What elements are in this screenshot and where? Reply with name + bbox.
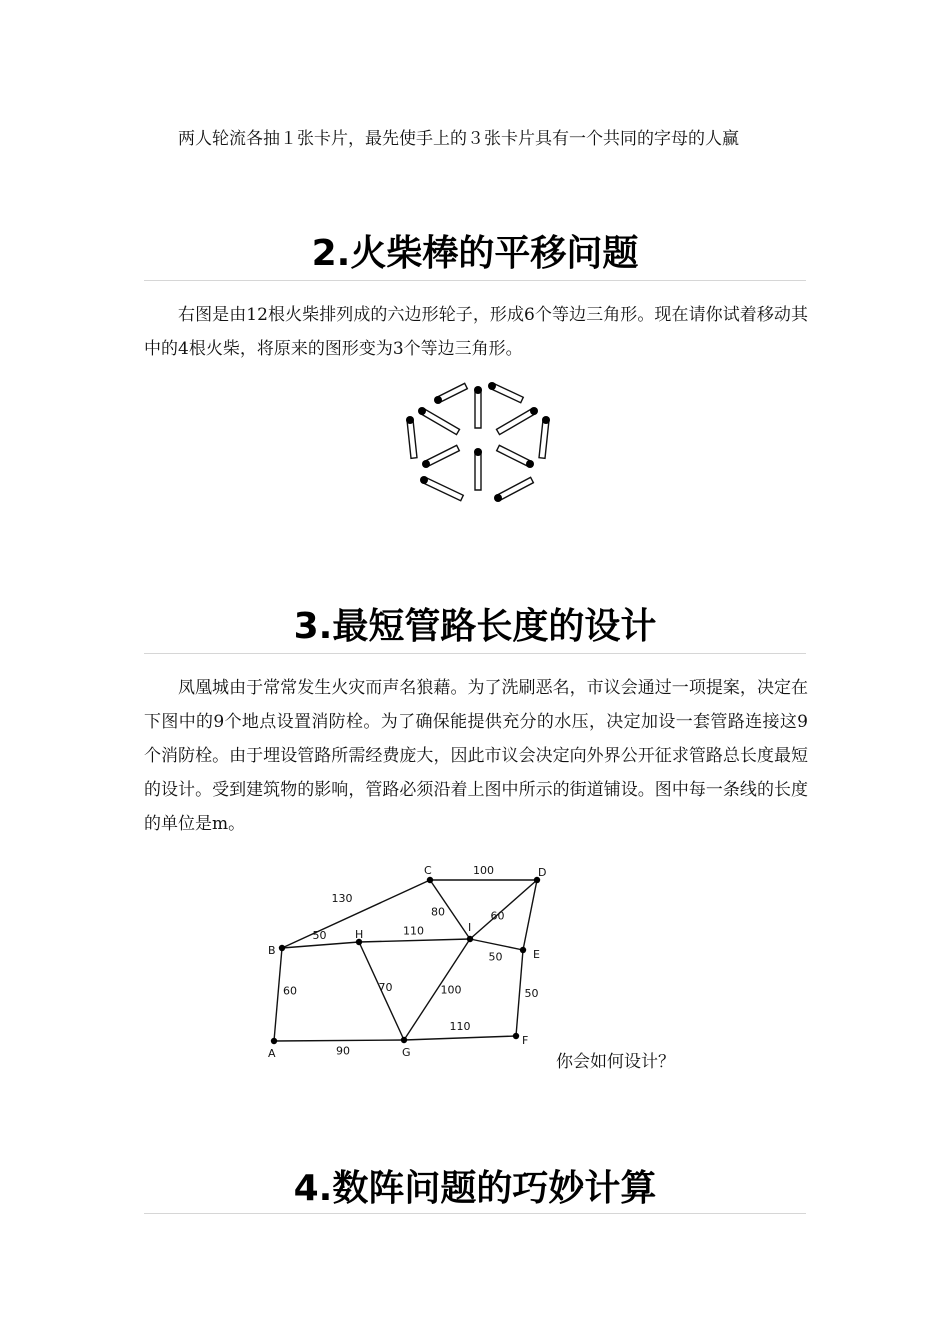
matchstick-head [418,407,426,415]
edge-length-label: 110 [449,1020,471,1033]
matchstick [539,420,549,459]
heading-divider [144,280,806,281]
matchstick-head [420,476,428,484]
edge-length-label: 60 [283,984,297,998]
node-label: I [468,921,472,934]
street-network-graph [255,858,555,1068]
node-label: H [355,928,364,941]
matchstick-head [526,460,534,468]
matchstick-head [434,396,442,404]
hydrant-node [271,1038,277,1044]
matchstick [423,477,464,500]
matchstick [475,452,481,490]
hydrant-node [427,877,433,883]
hydrant-node [513,1033,519,1039]
matchstick [496,408,535,434]
street-edge [274,948,282,1041]
heading-number-array: 4.数阵问题的巧妙计算 [293,1168,657,1209]
edge-length-label: 90 [336,1044,350,1058]
hydrant-node [279,945,285,951]
node-label: G [402,1046,411,1059]
heading-divider [144,653,806,654]
matchstick [497,477,534,500]
street-edge [470,939,523,950]
node-label: A [268,1047,276,1060]
matchstick-head [530,407,538,415]
matchstick [407,420,417,459]
street-edge [404,1036,516,1040]
node-label: D [538,866,547,879]
edge-length-label: 50 [312,929,327,942]
street-edge [516,950,523,1036]
edge-length-label: 50 [488,950,503,964]
pipeline-paragraph: 凤凰城由于常常发生火灾而声名狼藉。为了洗刷恶名，市议会通过一项提案，决定在下图中的9个地点设置消防栓。为了确保能提供充分的水压，决定加设一套管路连接这9个消防栓。由于埋设管路所需经费庞大，因此市议会决定向外界公开征求管路总长度最短的设计。受到建筑物的影响，管路必须沿着上图中所示的街道铺设。图中每一条线的长度的单位是m。 [144,678,808,834]
node-label: C [424,864,432,877]
street-edge [359,939,470,942]
node-label: B [268,944,276,957]
matchstick-head [406,416,414,424]
matchstick-head [474,386,482,394]
matchstick-head [488,382,496,390]
heading-matchstick: 2.火柴棒的平移问题 [311,233,639,274]
edge-length-label: 70 [378,981,393,994]
intro-line: 两人轮流各抽１张卡片，最先使手上的３张卡片具有一个共同的字母的人赢 [178,129,739,149]
hydrant-node [520,947,526,953]
edge-length-label: 130 [331,892,353,905]
matchstick [420,408,459,434]
edge-length-label: 80 [431,905,445,919]
matchstick-head [494,494,502,502]
hydrant-node [401,1037,407,1043]
matchstick [475,390,481,428]
matchstick-hexagon-figure [400,378,560,506]
heading-pipeline: 3.最短管路长度的设计 [293,606,657,647]
edge-length-label: 100 [473,864,494,877]
node-label: F [522,1034,529,1047]
edge-length-label: 100 [440,983,462,997]
matchstick-head [542,416,550,424]
matchstick-head [422,460,430,468]
design-question: 你会如何设计？ [556,1052,675,1072]
edge-length-label: 110 [403,924,424,938]
matchstick-paragraph: 右图是由12根火柴排列成的六边形轮子，形成6个等边三角形。现在请你试着移动其中的4根火柴，将原来的图形变为3个等边三角形。 [144,305,808,359]
edge-length-label: 50 [524,987,539,1000]
node-label: E [533,948,540,961]
edge-length-label: 60 [490,909,505,923]
hydrant-node [467,936,473,942]
street-edge [274,1040,404,1041]
heading-divider [144,1213,806,1214]
matchstick-head [474,448,482,456]
